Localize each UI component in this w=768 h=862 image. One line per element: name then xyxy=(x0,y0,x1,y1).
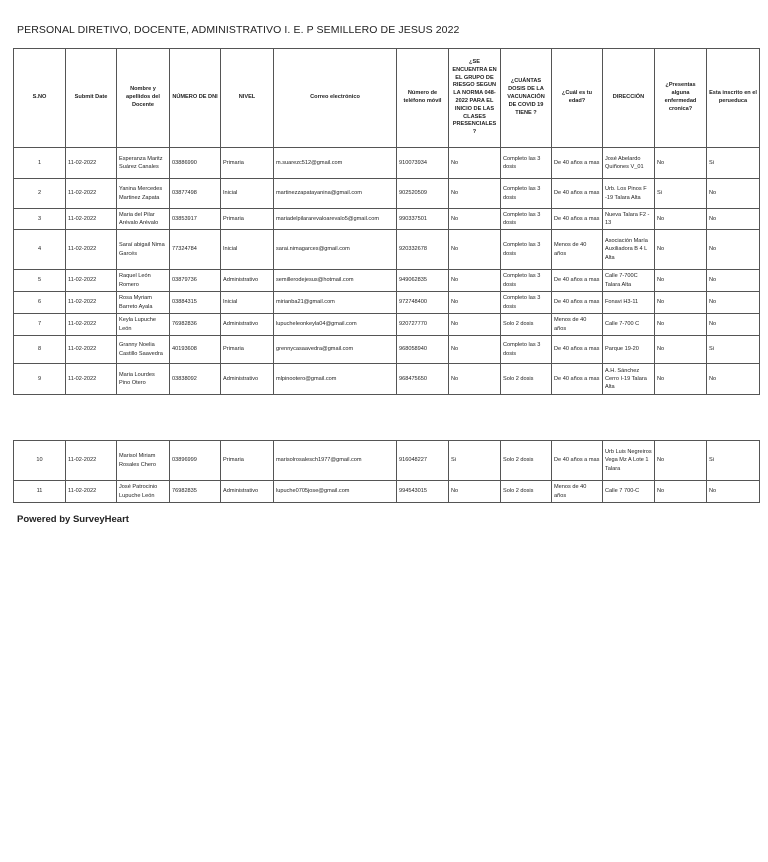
cell-dni: 03853917 xyxy=(170,209,221,230)
cell-perueduca: No xyxy=(707,270,760,292)
cell-riesgo: No xyxy=(449,179,501,209)
cell-name: José Patrocinio Lupuche León xyxy=(117,481,170,503)
cell-dni: 77324784 xyxy=(170,230,221,270)
header-grupo-riesgo: ¿SE ENCUENTRA EN EL GRUPO DE RIESGO SEGUN LA NORMA 048-2022 PARA EL INICIO DE LAS CLASES PRESENCIALES ? xyxy=(449,49,501,148)
cell-dni: 40193608 xyxy=(170,336,221,364)
cell-sno: 10 xyxy=(14,441,66,481)
cell-name: Maria Lourdes Pino Otero xyxy=(117,364,170,395)
cell-direccion: Nueva Talara F2 - 13 xyxy=(603,209,655,230)
cell-phone: 902520509 xyxy=(397,179,449,209)
cell-email: mirianba21@gmail.com xyxy=(274,292,397,314)
header-email: Correo electrónico xyxy=(274,49,397,148)
cell-date: 11-02-2022 xyxy=(66,270,117,292)
cell-edad: Menos de 40 años xyxy=(552,481,603,503)
table-row xyxy=(14,270,760,292)
cell-name: Marisol Miriam Rosales Chero xyxy=(117,441,170,481)
header-dni: NÚMERO DE DNI xyxy=(170,49,221,148)
table-row xyxy=(14,148,760,179)
header-submit-date: Submit Date xyxy=(66,49,117,148)
cell-phone: 968058940 xyxy=(397,336,449,364)
cell-dosis: Completo las 3 dosis xyxy=(501,179,552,209)
cell-dni: 03879736 xyxy=(170,270,221,292)
cell-riesgo: No xyxy=(449,364,501,395)
cell-email: lupuche0705jose@gmail.com xyxy=(274,481,397,503)
header-name: Nombre y apellidos del Docente xyxy=(117,49,170,148)
cell-edad: De 40 años a mas xyxy=(552,209,603,230)
header-direccion: DIRECCIÓN xyxy=(603,49,655,148)
table-row xyxy=(14,209,760,230)
cell-direccion: Parque 19-20 xyxy=(603,336,655,364)
cell-edad: De 40 años a mas xyxy=(552,179,603,209)
cell-email: mariadelpilararevaloarevalo5@gmail.com xyxy=(274,209,397,230)
cell-name: Esperanza Maritz Suárez Canales xyxy=(117,148,170,179)
table-row xyxy=(14,481,760,503)
cell-nivel: Primaria xyxy=(221,209,274,230)
cell-email: lupucheleonkeyla04@gmail.com xyxy=(274,314,397,336)
table-row xyxy=(14,336,760,364)
table-row xyxy=(14,292,760,314)
cell-dosis: Completo las 3 dosis xyxy=(501,292,552,314)
cell-riesgo: No xyxy=(449,481,501,503)
cell-dosis: Completo las 3 dosis xyxy=(501,270,552,292)
cell-date: 11-02-2022 xyxy=(66,148,117,179)
cell-phone: 920727770 xyxy=(397,314,449,336)
cell-enfermedad: No xyxy=(655,441,707,481)
cell-dosis: Completo las 3 dosis xyxy=(501,209,552,230)
cell-email: martinezzapatayanina@gmail.com xyxy=(274,179,397,209)
cell-nivel: Primaria xyxy=(221,148,274,179)
cell-email: marisolrosalesch1977@gmail.com xyxy=(274,441,397,481)
cell-nivel: Administrativo xyxy=(221,481,274,503)
powered-by-footer: Powered by SurveyHeart xyxy=(17,514,129,525)
header-sno: S.NO xyxy=(14,49,66,148)
cell-dni: 03884315 xyxy=(170,292,221,314)
cell-sno: 8 xyxy=(14,336,66,364)
cell-dosis: Completo las 3 dosis xyxy=(501,148,552,179)
cell-dni: 76982835 xyxy=(170,481,221,503)
header-phone: Número de teléfono móvil xyxy=(397,49,449,148)
cell-sno: 9 xyxy=(14,364,66,395)
cell-direccion: Asociación María Auxiliadora B 4 L Alta xyxy=(603,230,655,270)
cell-date: 11-02-2022 xyxy=(66,230,117,270)
cell-perueduca: Si xyxy=(707,441,760,481)
cell-phone: 994543015 xyxy=(397,481,449,503)
cell-nivel: Inicial xyxy=(221,292,274,314)
cell-name: Maria del Pilar Arévalo Arévalo xyxy=(117,209,170,230)
cell-edad: De 40 años a mas xyxy=(552,441,603,481)
table-row xyxy=(14,364,760,395)
cell-sno: 2 xyxy=(14,179,66,209)
cell-nivel: Administrativo xyxy=(221,314,274,336)
cell-direccion: Calle 7-700 C xyxy=(603,314,655,336)
cell-phone: 949062835 xyxy=(397,270,449,292)
cell-email: semillerodejesus@hotmail.com xyxy=(274,270,397,292)
cell-dosis: Solo 2 dosis xyxy=(501,481,552,503)
cell-dosis: Completo las 3 dosis xyxy=(501,336,552,364)
cell-perueduca: No xyxy=(707,481,760,503)
cell-email: m.suarezc512@gmail.com xyxy=(274,148,397,179)
cell-edad: Menos de 40 años xyxy=(552,230,603,270)
cell-sno: 3 xyxy=(14,209,66,230)
cell-name: Raquel León Romero xyxy=(117,270,170,292)
header-row xyxy=(14,49,760,148)
cell-nivel: Administrativo xyxy=(221,270,274,292)
cell-nivel: Administrativo xyxy=(221,364,274,395)
cell-phone: 916048227 xyxy=(397,441,449,481)
cell-enfermedad: No xyxy=(655,148,707,179)
cell-dni: 76982836 xyxy=(170,314,221,336)
responses-table-continued xyxy=(13,440,760,503)
cell-dni: 03838092 xyxy=(170,364,221,395)
cell-edad: De 40 años a mas xyxy=(552,336,603,364)
table-row xyxy=(14,314,760,336)
page-title: PERSONAL DIRETIVO, DOCENTE, ADMINISTRATIVO I. E. P SEMILLERO DE JESUS 2022 xyxy=(17,24,460,36)
table-row xyxy=(14,230,760,270)
cell-edad: De 40 años a mas xyxy=(552,364,603,395)
cell-sno: 7 xyxy=(14,314,66,336)
cell-phone: 920332678 xyxy=(397,230,449,270)
cell-date: 11-02-2022 xyxy=(66,292,117,314)
table-row xyxy=(14,441,760,481)
cell-enfermedad: Si xyxy=(655,179,707,209)
cell-date: 11-02-2022 xyxy=(66,336,117,364)
cell-riesgo: No xyxy=(449,230,501,270)
cell-dosis: Solo 2 dosis xyxy=(501,441,552,481)
cell-dni: 03877498 xyxy=(170,179,221,209)
cell-date: 11-02-2022 xyxy=(66,209,117,230)
cell-perueduca: No xyxy=(707,292,760,314)
cell-enfermedad: No xyxy=(655,230,707,270)
cell-date: 11-02-2022 xyxy=(66,179,117,209)
cell-perueduca: No xyxy=(707,179,760,209)
cell-sno: 11 xyxy=(14,481,66,503)
cell-edad: De 40 años a mas xyxy=(552,270,603,292)
cell-date: 11-02-2022 xyxy=(66,364,117,395)
cell-name: Keyla Lupuche León xyxy=(117,314,170,336)
cell-date: 11-02-2022 xyxy=(66,441,117,481)
cell-direccion: Urb Luis Negreiros Vega Mz A Lote 1 Talara xyxy=(603,441,655,481)
cell-edad: De 40 años a mas xyxy=(552,292,603,314)
cell-enfermedad: No xyxy=(655,336,707,364)
cell-name: Yanina Mercedes Martinez Zapata xyxy=(117,179,170,209)
cell-phone: 910073934 xyxy=(397,148,449,179)
cell-name: Rosa Myriam Barreto Ayala xyxy=(117,292,170,314)
cell-direccion: Fonavi H3-11 xyxy=(603,292,655,314)
cell-phone: 990337501 xyxy=(397,209,449,230)
cell-email: grennycasaavedra@gmail.com xyxy=(274,336,397,364)
cell-phone: 968475650 xyxy=(397,364,449,395)
cell-perueduca: No xyxy=(707,209,760,230)
cell-name: Saraí abigail Nima Garcés xyxy=(117,230,170,270)
cell-sno: 6 xyxy=(14,292,66,314)
cell-perueduca: No xyxy=(707,230,760,270)
cell-dosis: Solo 2 dosis xyxy=(501,364,552,395)
responses-table xyxy=(13,48,760,395)
cell-dni: 03896999 xyxy=(170,441,221,481)
cell-enfermedad: No xyxy=(655,314,707,336)
cell-enfermedad: No xyxy=(655,209,707,230)
cell-perueduca: Si xyxy=(707,336,760,364)
cell-name: Granny Noelia Castillo Saavedra xyxy=(117,336,170,364)
cell-date: 11-02-2022 xyxy=(66,481,117,503)
cell-sno: 5 xyxy=(14,270,66,292)
cell-riesgo: No xyxy=(449,209,501,230)
cell-edad: De 40 años a mas xyxy=(552,148,603,179)
header-dosis: ¿CUÁNTAS DOSIS DE LA VACUNACIÓN DE COVID 19 TIENE ? xyxy=(501,49,552,148)
cell-riesgo: No xyxy=(449,336,501,364)
cell-enfermedad: No xyxy=(655,481,707,503)
cell-nivel: Inicial xyxy=(221,179,274,209)
cell-email: mlpinootero@gmail.com xyxy=(274,364,397,395)
cell-sno: 1 xyxy=(14,148,66,179)
cell-dosis: Completo las 3 dosis xyxy=(501,230,552,270)
cell-dni: 03886990 xyxy=(170,148,221,179)
cell-phone: 972748400 xyxy=(397,292,449,314)
cell-riesgo: Si xyxy=(449,441,501,481)
cell-email: sarai.nimagarces@gmail.com xyxy=(274,230,397,270)
header-edad: ¿Cuál es tu edad? xyxy=(552,49,603,148)
cell-dosis: Solo 2 dosis xyxy=(501,314,552,336)
cell-riesgo: No xyxy=(449,148,501,179)
table-row xyxy=(14,179,760,209)
cell-enfermedad: No xyxy=(655,364,707,395)
cell-perueduca: No xyxy=(707,314,760,336)
cell-direccion: A.H. Sánchez Cerro I-19 Talara Alta xyxy=(603,364,655,395)
cell-sno: 4 xyxy=(14,230,66,270)
cell-direccion: José Abelardo Quiñones V_01 xyxy=(603,148,655,179)
cell-riesgo: No xyxy=(449,314,501,336)
header-enfermedad: ¿Presentas alguna enfermedad cronica? xyxy=(655,49,707,148)
cell-perueduca: No xyxy=(707,364,760,395)
cell-enfermedad: No xyxy=(655,292,707,314)
header-nivel: NIVEL xyxy=(221,49,274,148)
header-perueduca: Esta inscrito en el perueduca xyxy=(707,49,760,148)
cell-edad: Menos de 40 años xyxy=(552,314,603,336)
cell-riesgo: No xyxy=(449,270,501,292)
cell-direccion: Calle 7-700C Talara Alta xyxy=(603,270,655,292)
cell-direccion: Calle 7 700-C xyxy=(603,481,655,503)
cell-direccion: Urb. Los Pinos F -19 Talara Alta xyxy=(603,179,655,209)
cell-nivel: Inicial xyxy=(221,230,274,270)
cell-riesgo: No xyxy=(449,292,501,314)
cell-perueduca: Si xyxy=(707,148,760,179)
cell-enfermedad: No xyxy=(655,270,707,292)
cell-nivel: Primaria xyxy=(221,441,274,481)
cell-date: 11-02-2022 xyxy=(66,314,117,336)
cell-nivel: Primaria xyxy=(221,336,274,364)
